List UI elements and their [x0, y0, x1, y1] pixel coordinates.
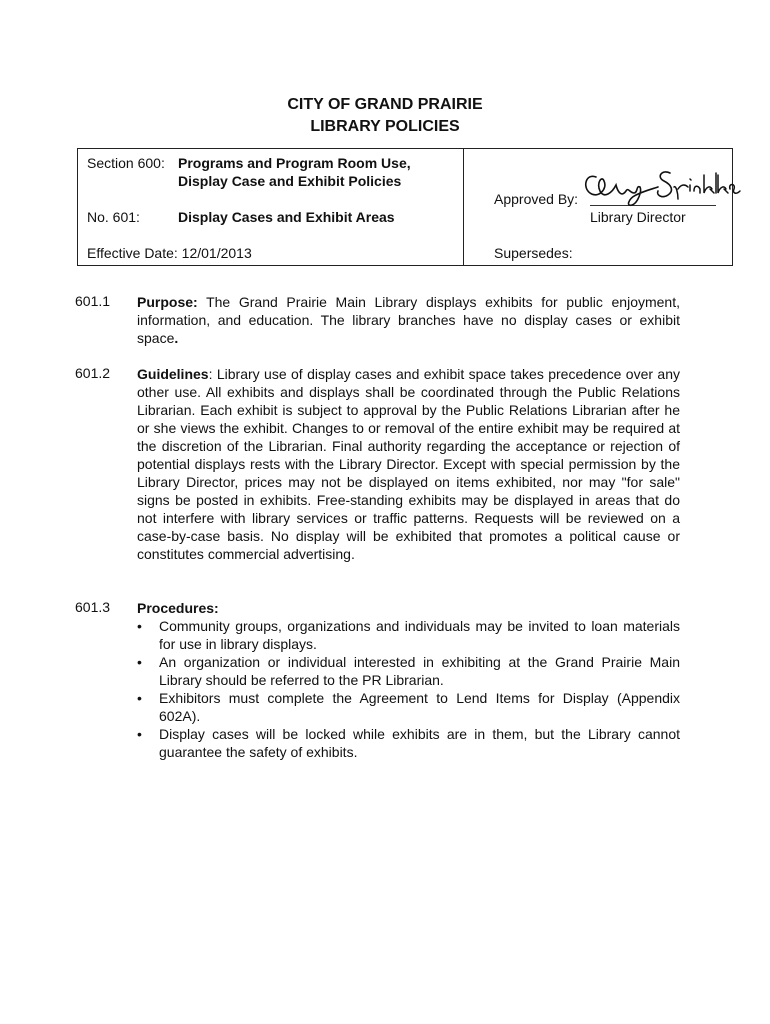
list-item — [137, 689, 680, 725]
list-item — [137, 617, 680, 653]
purpose-paragraph — [137, 293, 680, 347]
header-divider — [463, 149, 464, 265]
bullet-icon: • — [137, 618, 142, 634]
procedure-text: Exhibitors must complete the Agreement to Lend Items for Display (Appendix 602A). — [159, 690, 680, 724]
purpose-heading: Purpose: — [137, 294, 198, 310]
list-item — [137, 653, 680, 689]
document-title-line2: LIBRARY POLICIES — [310, 118, 460, 135]
procedure-text: Community groups, organizations and individuals may be invited to loan materials for use in library displays. — [159, 618, 680, 652]
section-label: Section 600: — [87, 155, 165, 171]
signature-icon — [578, 163, 743, 209]
bullet-icon: • — [137, 690, 142, 706]
procedures-list — [137, 617, 680, 761]
section-number-601-2: 601.2 — [75, 365, 111, 381]
procedure-text: An organization or individual interested in exhibiting at the Grand Prairie Main Library should be referred to the PR Librarian. — [159, 654, 680, 688]
policy-number-label: No. 601: — [87, 209, 140, 225]
approved-by-label: Approved By: — [494, 191, 579, 207]
approver-title: Library Director — [590, 209, 686, 225]
list-item — [137, 725, 680, 761]
bullet-icon: • — [137, 654, 142, 670]
guidelines-text: : Library use of display cases and exhibit space takes precedence over any other use. All exhibits and displays shall be coordinated through the Public Relations Librarian. Each exhibit is subject to approval by the Public Relations Librarian after he or she views the exhibit. Changes to or removal of the entire exhibit may be required at the discretion of the Librarian. Final authority regarding the acceptance or rejection of potential displays rests with the Library Director. Except with special permission by the Library Director, prices may not be displayed on items exhibited, nor may "for sale" signs be posted in exhibits. Free-standing exhibits may be displayed in areas that do not interfere with library services or traffic patterns. Requests will be reviewed on a case-by-case basis. No display will be exhibited that promotes a political cause or constitutes commercial advertising. — [137, 366, 680, 562]
policy-number-title: Display Cases and Exhibit Areas — [178, 209, 395, 225]
supersedes-label: Supersedes: — [494, 245, 573, 261]
section-number-601-3: 601.3 — [75, 599, 111, 615]
guidelines-paragraph — [137, 365, 680, 563]
policy-header-box — [77, 148, 733, 266]
procedures-heading: Procedures: — [137, 600, 219, 616]
procedure-text: Display cases will be locked while exhibits are in them, but the Library cannot guarantee the safety of exhibits. — [159, 726, 680, 760]
document-title-line1: CITY OF GRAND PRAIRIE — [287, 96, 483, 113]
procedures-heading-row — [137, 599, 680, 617]
purpose-end-mark: . — [174, 330, 179, 346]
section-title-line1: Programs and Program Room Use, — [178, 155, 411, 171]
bullet-icon: • — [137, 726, 142, 742]
guidelines-heading: Guidelines — [137, 366, 209, 382]
section-title-line2: Display Case and Exhibit Policies — [178, 173, 402, 189]
effective-date: Effective Date: 12/01/2013 — [87, 245, 252, 261]
section-number-601-1: 601.1 — [75, 293, 111, 309]
purpose-text: The Grand Prairie Main Library displays exhibits for public enjoyment, information, and education. The library branches have no display cases or exhibit space — [137, 294, 680, 346]
